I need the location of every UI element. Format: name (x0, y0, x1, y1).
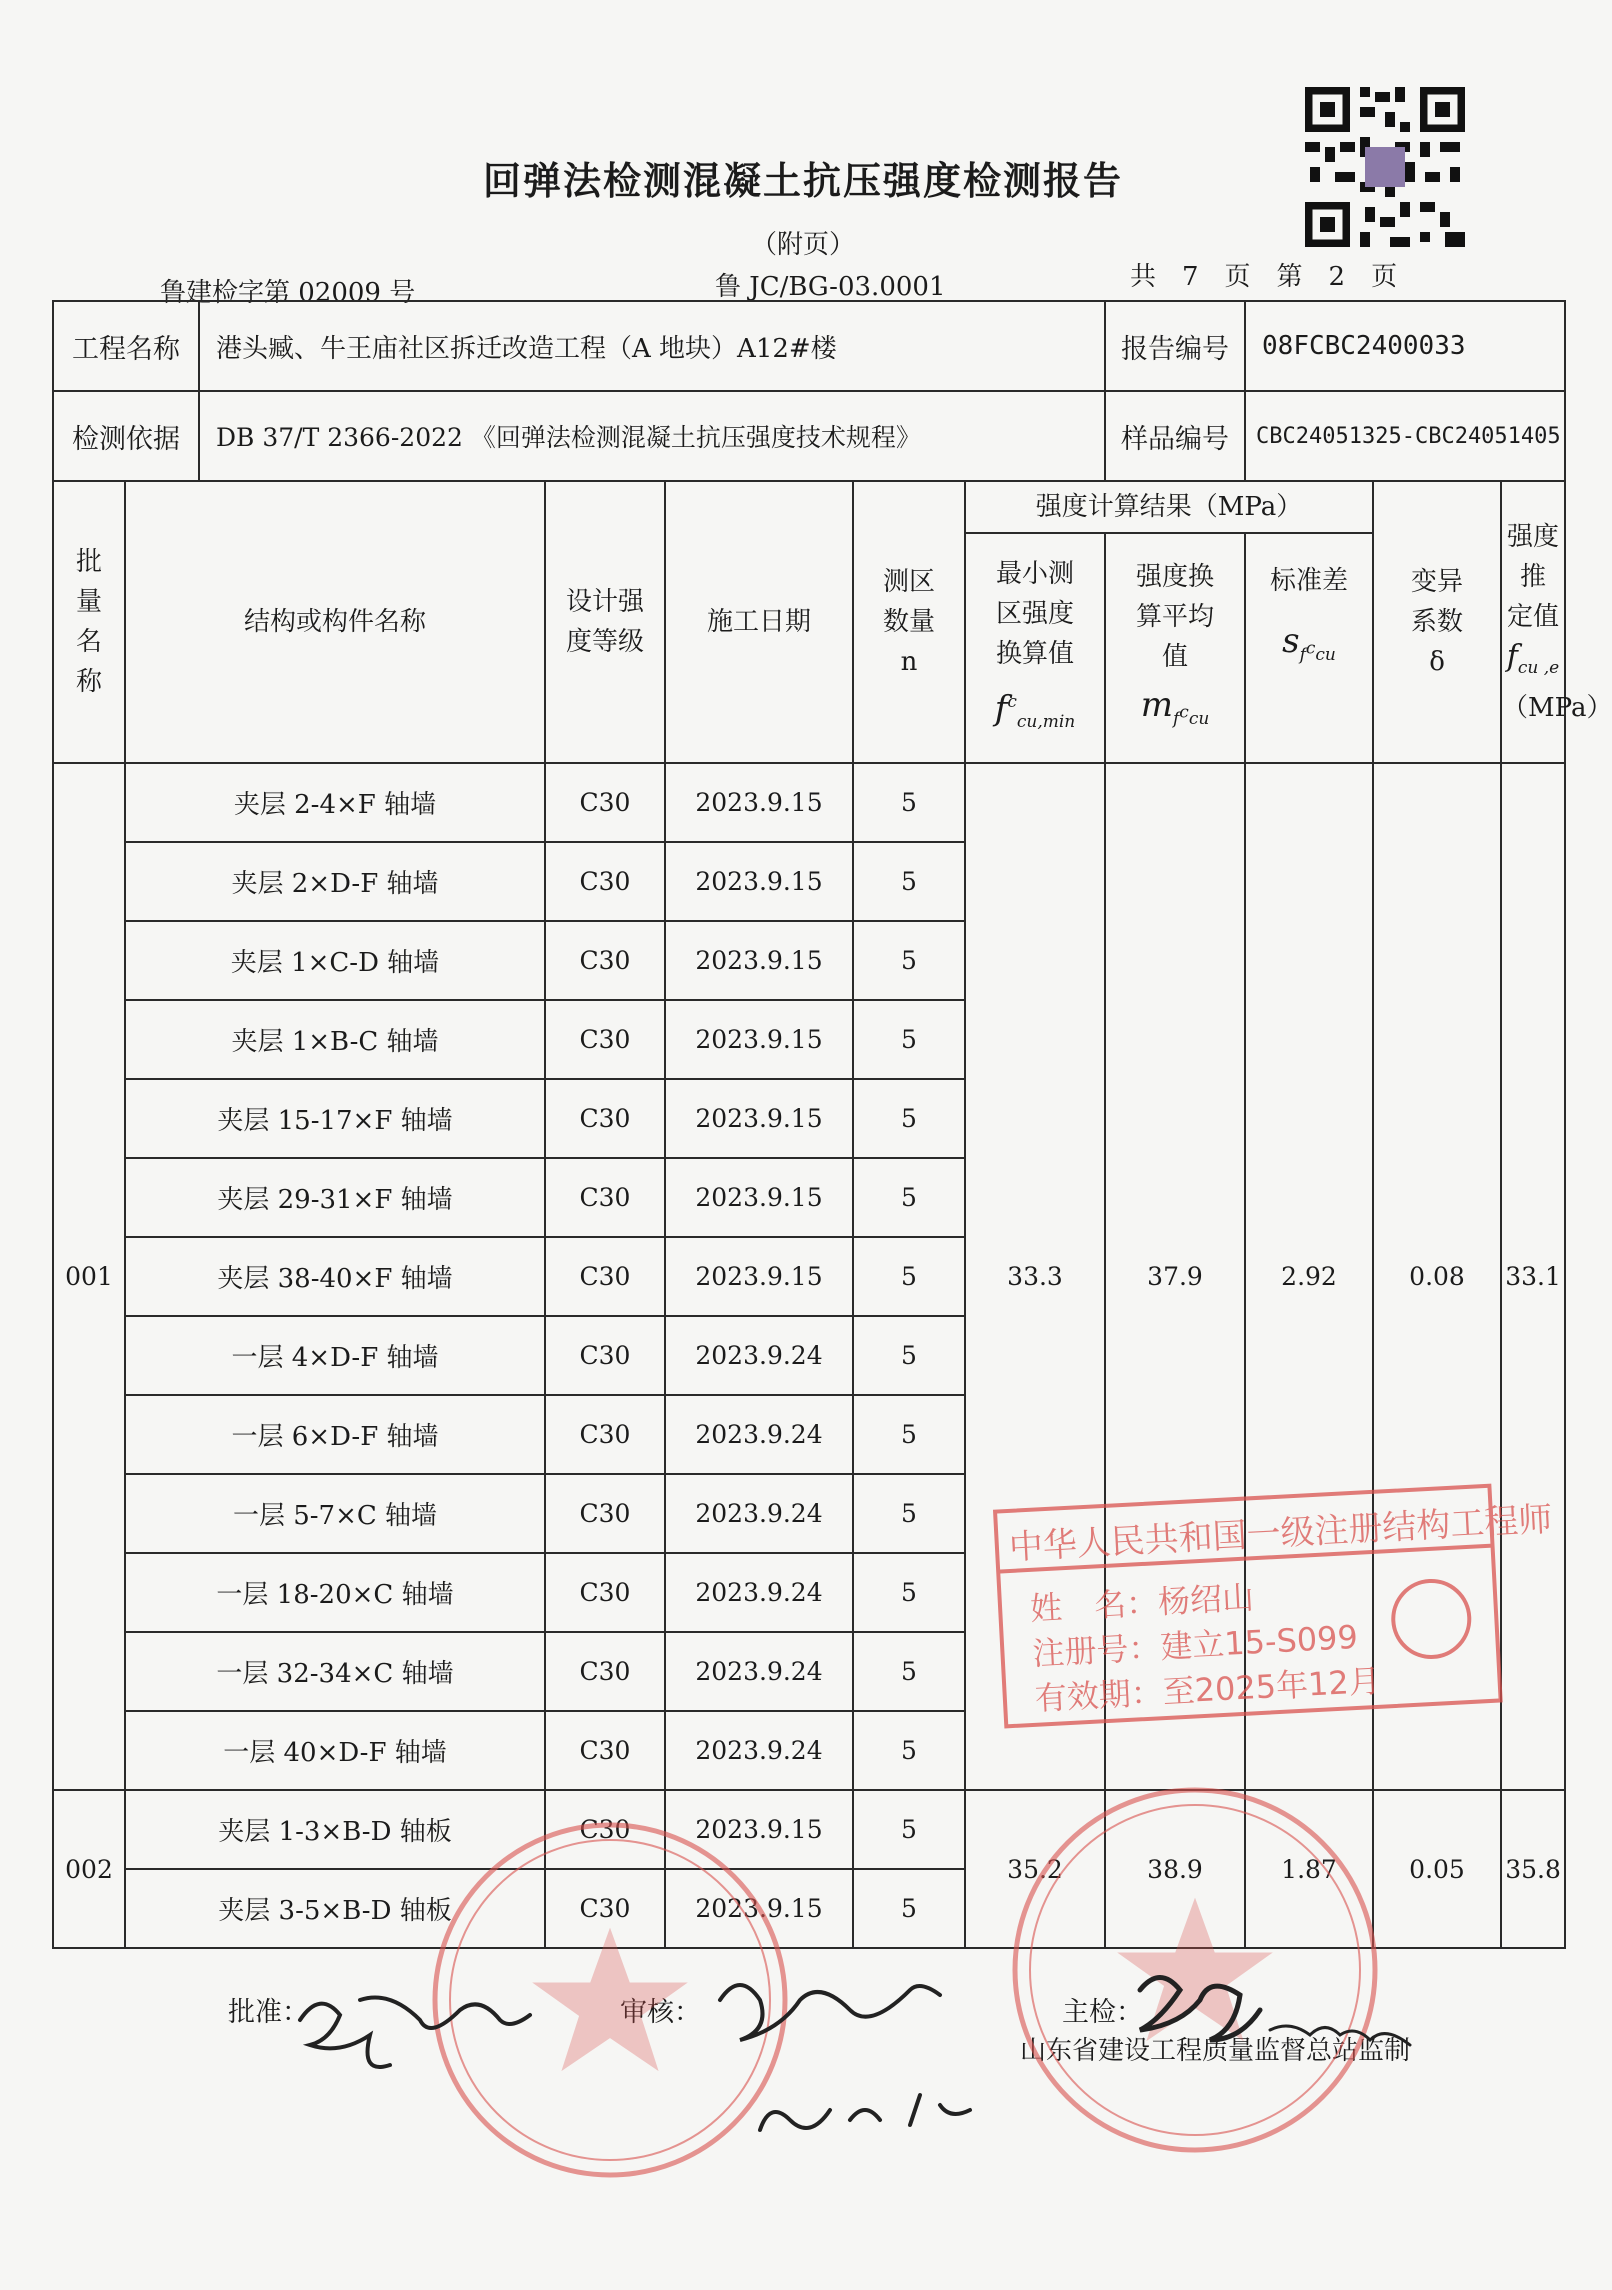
design-grade: C30 (545, 1553, 665, 1632)
col-batch-header: 批 量 名 称 (53, 481, 125, 763)
design-grade: C30 (545, 842, 665, 921)
table-row (53, 763, 1565, 842)
zone-count: 5 (853, 763, 965, 842)
construction-date: 2023.9.15 (665, 1158, 853, 1237)
estimated-strength: 33.1 (1501, 763, 1565, 1790)
sample-no-label: 样品编号 (1105, 391, 1245, 481)
member-name: 夹层 3-5×B-D 轴板 (125, 1869, 545, 1948)
review-label: 审核： (620, 1997, 701, 2028)
basis-label: 检测依据 (53, 391, 199, 481)
construction-date: 2023.9.24 (665, 1711, 853, 1790)
zone-count: 5 (853, 1711, 965, 1790)
design-grade: C30 (545, 1395, 665, 1474)
design-grade: C30 (545, 763, 665, 842)
info-row-project (53, 301, 1565, 391)
member-name: 一层 18-20×C 轴墙 (125, 1553, 545, 1632)
project-label: 工程名称 (53, 301, 199, 391)
qr-code-icon (1300, 82, 1470, 252)
construction-date: 2023.9.15 (665, 921, 853, 1000)
col-std-header: 标准差 $s_{f^ccu}$ (1245, 533, 1373, 763)
doc-number: 鲁建检字第 02009 号 (160, 278, 416, 308)
zone-count: 5 (853, 1237, 965, 1316)
batch-name: 001 (53, 763, 125, 1790)
design-grade: C30 (545, 1158, 665, 1237)
construction-date: 2023.9.24 (665, 1395, 853, 1474)
design-grade: C30 (545, 1632, 665, 1711)
member-name: 一层 4×D-F 轴墙 (125, 1316, 545, 1395)
inspect-label: 主检： (1062, 1997, 1143, 2028)
construction-date: 2023.9.15 (665, 1237, 853, 1316)
member-name: 一层 6×D-F 轴墙 (125, 1395, 545, 1474)
col-date-header: 施工日期 (665, 481, 853, 763)
design-grade: C30 (545, 1790, 665, 1869)
zone-count: 5 (853, 1158, 965, 1237)
construction-date: 2023.9.24 (665, 1474, 853, 1553)
mean-strength: 37.9 (1105, 763, 1245, 1790)
zone-count: 5 (853, 1869, 965, 1948)
construction-date: 2023.9.15 (665, 1000, 853, 1079)
table-row (53, 1790, 1565, 1869)
member-name: 夹层 1-3×B-D 轴板 (125, 1790, 545, 1869)
member-name: 夹层 38-40×F 轴墙 (125, 1237, 545, 1316)
design-grade: C30 (545, 921, 665, 1000)
svg-text:姓 名：杨绍山: 姓 名：杨绍山 (1029, 1578, 1255, 1628)
signature-review (720, 1985, 970, 2130)
min-strength: 35.2 (965, 1790, 1105, 1948)
zone-count: 5 (853, 1553, 965, 1632)
estimated-strength: 35.8 (1501, 1790, 1565, 1948)
col-calc-group-header: 强度计算结果（MPa） (965, 481, 1373, 533)
batch-name: 002 (53, 1790, 125, 1948)
member-name: 夹层 29-31×F 轴墙 (125, 1158, 545, 1237)
svg-text:有效期：至2025年12月: 有效期：至2025年12月 (1033, 1661, 1382, 1718)
design-grade: C30 (545, 1474, 665, 1553)
project-value: 港头臧、牛王庙社区拆迁改造工程（A 地块）A12#楼 (199, 301, 1105, 391)
variation-coef: 0.08 (1373, 763, 1501, 1790)
member-name: 夹层 1×C-D 轴墙 (125, 921, 545, 1000)
col-grade-header: 设计强度等级 (545, 481, 665, 763)
zone-count: 5 (853, 1079, 965, 1158)
zone-count: 5 (853, 921, 965, 1000)
form-number: 鲁 JC/BG-03.0001 (715, 272, 946, 302)
std-deviation: 2.92 (1245, 763, 1373, 1790)
zone-count: 5 (853, 1474, 965, 1553)
col-cv-header: 变异 系数 δ (1373, 481, 1501, 763)
zone-count: 5 (853, 1632, 965, 1711)
member-name: 一层 5-7×C 轴墙 (125, 1474, 545, 1553)
construction-date: 2023.9.15 (665, 1869, 853, 1948)
member-name: 夹层 1×B-C 轴墙 (125, 1000, 545, 1079)
report-no-label: 报告编号 (1105, 301, 1245, 391)
design-grade: C30 (545, 1079, 665, 1158)
design-grade: C30 (545, 1316, 665, 1395)
zone-count: 5 (853, 1790, 965, 1869)
approve-label: 批准： (228, 1997, 309, 2028)
signature-approve (300, 1998, 530, 2068)
page-info: 共 7 页 第 2 页 (1130, 262, 1398, 292)
construction-date: 2023.9.15 (665, 763, 853, 842)
member-name: 一层 32-34×C 轴墙 (125, 1632, 545, 1711)
member-name: 夹层 2-4×F 轴墙 (125, 763, 545, 842)
report-no-value: 08FCBC2400033 (1245, 301, 1565, 391)
construction-date: 2023.9.24 (665, 1316, 853, 1395)
svg-text:注册号：建立15-S099: 注册号：建立15-S099 (1031, 1617, 1359, 1673)
design-grade: C30 (545, 1237, 665, 1316)
col-mean-header: 强度换 算平均 值 $m_{f^ccu}$ (1105, 533, 1245, 763)
construction-date: 2023.9.15 (665, 1079, 853, 1158)
header-row-1 (53, 481, 1565, 533)
construction-date: 2023.9.15 (665, 842, 853, 921)
sample-no-value: CBC24051325-CBC24051405 (1245, 391, 1565, 481)
member-name: 一层 40×D-F 轴墙 (125, 1711, 545, 1790)
report-table (52, 300, 1612, 1949)
basis-value: DB 37/T 2366-2022 《回弹法检测混凝土抗压强度技术规程》 (199, 391, 1105, 481)
mean-strength: 38.9 (1105, 1790, 1245, 1948)
svg-text:中华人民共和国一级注册结构工程师: 中华人民共和国一级注册结构工程师 (1007, 1499, 1554, 1568)
construction-date: 2023.9.15 (665, 1790, 853, 1869)
member-name: 夹层 15-17×F 轴墙 (125, 1079, 545, 1158)
zone-count: 5 (853, 1395, 965, 1474)
min-strength: 33.3 (965, 763, 1105, 1790)
zone-count: 5 (853, 842, 965, 921)
std-deviation: 1.87 (1245, 1790, 1373, 1948)
info-row-basis (53, 391, 1565, 481)
col-min-header: 最小测 区强度 换算值 $f^c_{cu,min}$ (965, 533, 1105, 763)
col-member-header: 结构或构件名称 (125, 481, 545, 763)
design-grade: C30 (545, 1869, 665, 1948)
zone-count: 5 (853, 1000, 965, 1079)
zone-count: 5 (853, 1316, 965, 1395)
construction-date: 2023.9.24 (665, 1553, 853, 1632)
variation-coef: 0.05 (1373, 1790, 1501, 1948)
member-name: 夹层 2×D-F 轴墙 (125, 842, 545, 921)
col-estimate-header: 强度推 定值 $f_{cu ,e}$ （MPa） (1501, 481, 1565, 763)
design-grade: C30 (545, 1711, 665, 1790)
report-subtitle: （附页） (750, 230, 855, 260)
report-title: 回弹法检测混凝土抗压强度检测报告 (482, 158, 1123, 203)
design-grade: C30 (545, 1000, 665, 1079)
col-count-header: 测区 数量 n (853, 481, 965, 763)
construction-date: 2023.9.24 (665, 1632, 853, 1711)
supervisor-org: 山东省建设工程质量监督总站监制 (1020, 2036, 1411, 2066)
